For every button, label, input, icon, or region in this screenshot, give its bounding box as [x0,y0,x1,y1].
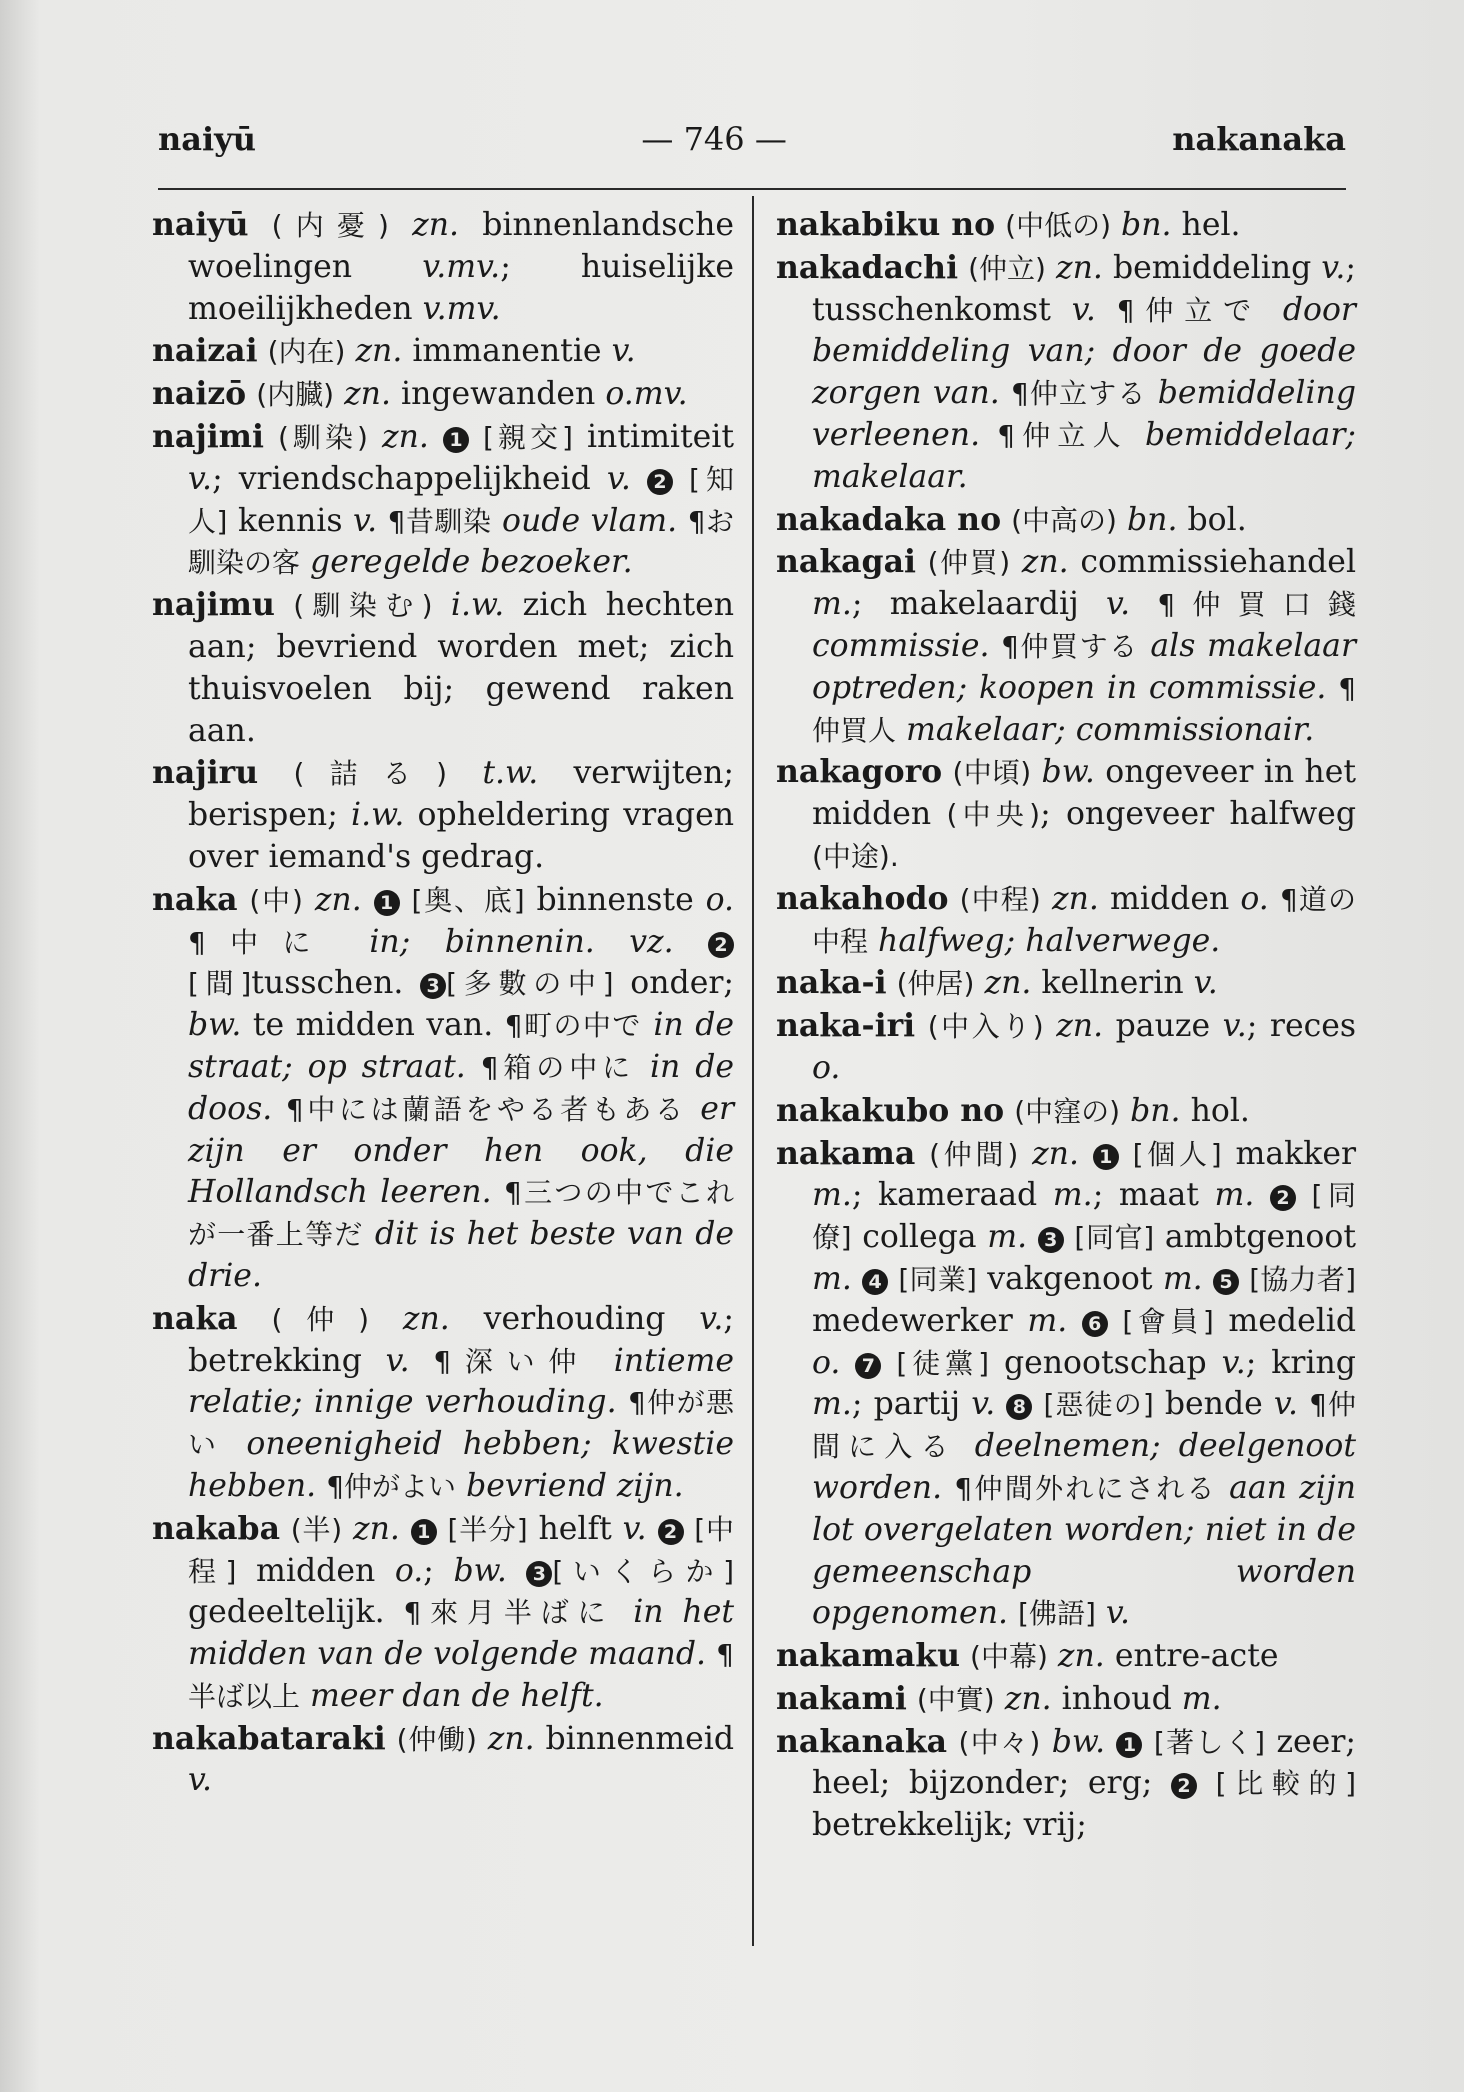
kanji-example: ¶仲立する [1010,377,1147,411]
grammar-label: v. [611,333,636,370]
kanji: [比較的] [1215,1767,1356,1801]
entry-nakaba [152,1508,734,1718]
grammar-label: v. [1222,1008,1247,1045]
grammar-label: zn. [1004,1680,1052,1717]
translation: genootschap [1003,1344,1207,1381]
grammar-label: zn. [355,333,403,370]
sense-number-icon: 1 [1116,1732,1142,1758]
grammar-label: m. [812,586,852,623]
grammar-label: zn. [1057,1638,1105,1675]
headword: naizō [152,375,247,413]
translation: binnenmeid [545,1720,735,1757]
sense-number-icon: 2 [647,469,673,495]
sense-number-icon: 1 [374,890,400,916]
grammar-label: zn. [1056,1008,1104,1045]
kanji-example: ¶仲が悪い [188,1386,734,1462]
grammar-label: zn. [984,965,1032,1002]
translation: ; kring [1245,1344,1356,1381]
kanji: (中) [249,883,303,917]
translation: binnenste [536,881,694,918]
translation: medewerker [812,1302,1013,1339]
example-translation: deelnemen; deelgenoot worden. [812,1428,1357,1506]
example-translation: meer dan de helft. [310,1677,604,1714]
headword: nakagoro [776,753,943,791]
grammar-label: zn. [1056,249,1103,286]
grammar-label: v. [188,1762,213,1799]
translation: ; [423,1552,434,1589]
translation: immanentie [412,333,602,370]
translation: bende [1164,1386,1263,1423]
sense-number-icon: 3 [420,973,446,999]
kanji: [著しく] [1153,1725,1266,1759]
example-translation: als makelaar optreden; koopen in commissie. [812,627,1357,706]
sense-number-icon: 5 [1213,1269,1239,1295]
example-translation: in de straat; op straat. [188,1007,735,1085]
example-translation: bevriend zijn. [466,1467,684,1504]
sense-number-icon: 3 [1038,1227,1064,1253]
kanji-example: ¶仲間外れにされる [954,1471,1217,1505]
headword: nakakubo no [776,1091,1005,1129]
kanji-example: ¶中に [188,925,335,959]
sense-number-icon: 2 [1171,1773,1197,1799]
entry-nakakubo-no [776,1090,1356,1133]
translation: betrekkelijk; vrij; [812,1807,1087,1844]
headword: naka [152,880,238,918]
grammar-label: v. [353,502,378,539]
kanji-example: ¶仲買する [1001,629,1139,663]
entry-nakagoro [776,751,1356,877]
translation: helft [538,1510,612,1547]
example-translation: door bemiddeling van; door de goede zorgen van. [812,291,1356,412]
translation: ingewanden [401,376,596,413]
kanji: (中實) [916,1682,995,1716]
kanji-example: ¶三つの中でこれが一番上等だ [188,1176,735,1252]
sense-number-icon: 7 [855,1353,881,1379]
kanji: [協力者] [1249,1262,1356,1296]
headword: naiyū [152,206,249,243]
translation: ; maat [1092,1177,1199,1214]
grammar-label: v. [385,1342,410,1379]
grammar-label: vz. [629,923,674,960]
grammar-label: v. [1106,586,1131,623]
kanji-example: ¶昔馴染 [387,504,492,538]
translation: midden [1110,880,1230,917]
grammar-label: bn. [1121,207,1172,243]
translation: ; ongeveer halfweg [1040,796,1356,833]
translation: bemiddeling [1112,249,1312,286]
kanji: (中央) [946,798,1041,832]
translation: binnenlandsche woelingen [188,207,735,285]
kanji: [多數の中] [446,967,614,1001]
running-header [158,120,1346,170]
translation: pauze [1115,1008,1211,1045]
kanji: [惡徒の] [1043,1388,1154,1422]
page-number: — 746 — [641,120,787,158]
headword: nakabiku no [776,206,996,243]
entry-naka-2 [152,1298,734,1508]
grammar-label: m. [1162,1260,1203,1297]
translation: makker [1235,1135,1357,1172]
entry-nakahodo [776,878,1356,963]
translation: ; betrekking [188,1300,734,1379]
kanji: (中低の) [1005,209,1112,242]
translation: bol. [1187,501,1247,538]
grammar-label: zn. [1021,544,1069,581]
translation: te midden van. [252,1007,494,1044]
entry-nakama [776,1133,1356,1636]
entry-nakabiku-no [776,204,1356,247]
kanji-example: ¶仲買口錢 [1157,588,1357,622]
headword: nakama [776,1134,916,1172]
grammar-label: bn. [1127,501,1178,538]
example-translation: oneenigheid hebben; kwestie hebben. [188,1426,734,1504]
kanji: (馴染む) [293,589,433,623]
grammar-label: m. [987,1219,1028,1256]
grammar-label: v. [1193,965,1218,1002]
kanji-example: ¶中には蘭語をやる者もある [285,1092,687,1126]
headword: nakanaka [776,1722,948,1760]
grammar-label: v. [1221,1344,1246,1381]
headword: nakami [776,1679,907,1717]
kanji: [間] [188,967,252,1001]
kanji: (仲) [271,1302,370,1336]
headword: nakabataraki [152,1719,386,1757]
entry-nakagai [776,541,1356,751]
translation: verhouding [483,1300,666,1337]
grammar-label: m. [1181,1680,1222,1717]
kanji: [半分] [447,1512,528,1546]
headword: nakadachi [776,248,959,286]
example-translation: makelaar; commissionair. [906,711,1315,748]
kanji: [同官] [1074,1221,1155,1255]
entry-nakadachi [776,247,1356,499]
translation: ; reces [1246,1008,1357,1045]
translation: onder; [630,965,735,1002]
grammar-label: m. [812,1177,852,1214]
kanji: [知人] [188,462,735,538]
headword: naizai [152,332,258,370]
grammar-label: zn. [412,207,460,243]
entry-naka-i [776,962,1356,1005]
translation: intimiteit [586,418,735,455]
translation: ; huiselijke moeilijkheden [188,248,734,327]
grammar-label: m. [1214,1177,1255,1214]
translation: kennis [237,502,343,539]
translation: commissiehandel [1080,544,1357,581]
headword: nakagai [776,543,916,581]
translation: ongeveer in het midden [812,754,1357,833]
headword: nakaba [152,1509,280,1547]
grammar-label: m. [812,1260,852,1297]
headword: nakahodo [776,879,949,917]
grammar-label: i.w. [351,797,405,834]
translation: zeer; heel; bijzonder; erg; [812,1723,1356,1802]
kanji: [親交] [483,420,573,454]
kanji-example: ¶道の中程 [812,882,1357,958]
entry-nakami [776,1678,1356,1721]
kanji: (内臓) [256,378,335,412]
grammar-label: zn. [314,881,362,918]
headword: naka-iri [776,1007,916,1045]
kanji: [中程] [188,1512,735,1588]
kanji-example: ¶町の中で [504,1009,642,1043]
headword: najiru [152,754,259,792]
translation: vakgenoot [987,1260,1153,1297]
grammar-label: v. [1273,1386,1298,1423]
sense-number-icon: 2 [1270,1185,1296,1211]
grammar-label: v. [606,460,631,497]
grammar-label: m. [812,1386,852,1423]
example-translation: intieme relatie; innige verhouding. [188,1342,734,1421]
grammar-label: v.mv. [422,290,501,327]
kanji: (半) [290,1512,343,1546]
entry-nakadaka-no [776,499,1356,542]
translation: medelid [1228,1302,1357,1339]
kanji-example: ¶仲買人 [812,671,1357,747]
sense-number-icon: 6 [1082,1311,1108,1337]
kanji: (内在) [267,335,346,369]
translation: hel. [1181,207,1241,243]
sense-number-icon: 8 [1006,1394,1032,1420]
translation: opheldering vragen over iemand's gedrag. [188,797,734,875]
example-translation: in het midden van de volgende maand. [188,1594,735,1673]
kanji-example: ¶箱の中に [480,1050,636,1084]
example-translation: commissie. [812,627,990,664]
grammar-label: v. [971,1386,996,1423]
grammar-label: zn. [402,1300,450,1337]
entry-nakabataraki [152,1718,734,1803]
grammar-label: zn. [487,1720,535,1757]
entry-naizai [152,330,734,373]
translation: zich hechten aan; bevriend worden met; zich thuisvoelen bij; gewend raken aan. [188,587,735,749]
headword: naka [152,1299,238,1337]
kanji: (中途). [812,839,899,873]
example-translation: aan zijn lot overgelaten worden; niet in de gemeenschap worden opgenomen. [812,1469,1356,1632]
kanji: [いくらか] [552,1554,734,1588]
grammar-label: zn. [1032,1135,1079,1172]
translation: ; kameraad [851,1177,1038,1214]
kanji: (仲間) [929,1137,1019,1171]
grammar-label: o. [812,1344,841,1381]
grammar-label: v. [1105,1595,1130,1632]
grammar-label: v.mv. [422,248,501,285]
example-translation: in; binnenin. [369,923,595,960]
kanji: [同僚] [812,1179,1356,1255]
grammar-label: bw. [453,1552,507,1589]
kanji-example: ¶半ば以上 [188,1638,734,1713]
header-rule [158,188,1346,190]
headword: naka-i [776,964,887,1002]
grammar-label: v. [188,460,213,497]
entry-nakamaku [776,1635,1356,1678]
translation: kellnerin [1041,965,1184,1002]
translation: hol. [1190,1092,1250,1129]
grammar-label: o. [812,1049,841,1086]
translation: tusschen. [251,965,404,1002]
grammar-label: i.w. [450,587,505,624]
grammar-label: o. [1240,880,1269,917]
translation: entre-acte [1114,1638,1279,1675]
grammar-label: v. [1071,291,1096,328]
kanji: (中幕) [970,1640,1048,1674]
entry-najiru [152,752,734,878]
sense-number-icon: 1 [443,427,469,453]
sense-number-icon: 1 [1093,1144,1119,1170]
example-translation: in de doos. [188,1048,735,1127]
entry-naka-iri [776,1005,1356,1090]
grammar-label: bn. [1130,1092,1181,1129]
grammar-label: v. [622,1510,647,1547]
grammar-label: zn. [353,1510,400,1547]
translation: ; partij [851,1386,961,1423]
example-translation: halfweg; halverwege. [878,922,1221,959]
entry-naiyu [152,204,734,330]
grammar-label: v. [1321,249,1346,286]
kanji: [個人] [1132,1137,1222,1171]
example-translation: bemiddeling verleenen. [812,375,1357,453]
header-left-headword: naiyū [158,120,257,158]
translation: ; tusschenkomst [812,249,1356,328]
translation: ; makelaardij [851,586,1079,623]
kanji-example: ¶仲立人 [997,418,1128,452]
entry-naka-1 [152,879,734,1298]
kanji: [奥、底] [411,883,525,917]
kanji-example: ¶お馴染の客 [188,504,735,580]
column-divider [752,196,754,1946]
translation: ambtgenoot [1164,1219,1356,1256]
grammar-label: m. [1052,1177,1093,1214]
kanji: (中頃) [952,756,1032,790]
translation: inhoud [1061,1680,1172,1717]
kanji-example: ¶來月半ばに [403,1596,615,1630]
kanji-example: ¶深い仲 [433,1344,591,1378]
kanji: [佛語] [1018,1597,1096,1631]
grammar-label: zn. [344,376,391,413]
entry-naizo [152,373,734,416]
grammar-label: o. [705,881,735,918]
example-translation: er zijn er onder hen ook, die Hollandsch leeren. [188,1090,734,1211]
kanji: (馴染) [278,420,368,454]
translation: collega [862,1219,977,1256]
grammar-label: m. [1027,1302,1068,1339]
grammar-label: t.w. [482,755,539,792]
header-right-headword: nakanaka [1172,120,1346,158]
grammar-label: o.mv. [605,376,688,413]
grammar-label: o. [394,1552,424,1589]
grammar-label: v. [699,1300,724,1337]
translation: midden [256,1552,376,1589]
example-translation: oude vlam. [502,502,678,539]
kanji-example: ¶仲がよい [326,1469,457,1503]
kanji: (仲買) [927,546,1011,580]
kanji: [會員] [1122,1304,1214,1338]
headword: nakadaka no [776,500,1002,538]
kanji: [同業] [898,1262,977,1296]
example-translation: geregelde bezoeker. [310,544,633,581]
example-translation: bemiddelaar; makelaar. [812,416,1356,495]
headword: nakamaku [776,1637,961,1675]
grammar-label: zn. [1052,880,1099,917]
kanji: (仲居) [896,967,975,1001]
kanji: (中窪の) [1014,1094,1121,1128]
kanji: (仲立) [968,251,1046,285]
grammar-label: bw. [1051,1723,1106,1760]
kanji: [徒黨] [896,1346,990,1380]
kanji: (中入り) [927,1010,1044,1044]
translation: verwijten; berispen; [188,755,734,834]
headword: najimu [152,586,275,624]
kanji: (中高の) [1011,503,1117,537]
entry-najimi [152,416,734,584]
grammar-label: zn. [382,418,429,455]
kanji-example: ¶仲立で [1116,293,1262,327]
grammar-label: bw. [188,1007,242,1044]
grammar-label: bw. [1041,754,1095,791]
kanji: (詰る) [293,757,448,791]
left-column [152,204,734,1802]
translation: gedeeltelijk. [188,1594,385,1631]
kanji: (中々) [958,1725,1041,1759]
kanji: (仲働) [396,1722,477,1756]
sense-number-icon: 4 [862,1269,888,1295]
sense-number-icon: 2 [708,932,734,958]
entry-najimu [152,584,734,752]
headword: najimi [152,417,264,455]
sense-number-icon: 3 [526,1561,552,1587]
sense-number-icon: 2 [658,1519,684,1545]
translation: ; vriendschappelijkheid [212,460,591,497]
example-translation: dit is het beste van de drie. [188,1216,734,1294]
right-column [776,204,1356,1847]
sense-number-icon: 1 [411,1519,437,1545]
kanji: (内憂) [271,209,389,242]
kanji-example: ¶仲間に入る [812,1388,1356,1464]
kanji: (中程) [959,882,1041,916]
entry-nakanaka [776,1721,1356,1847]
